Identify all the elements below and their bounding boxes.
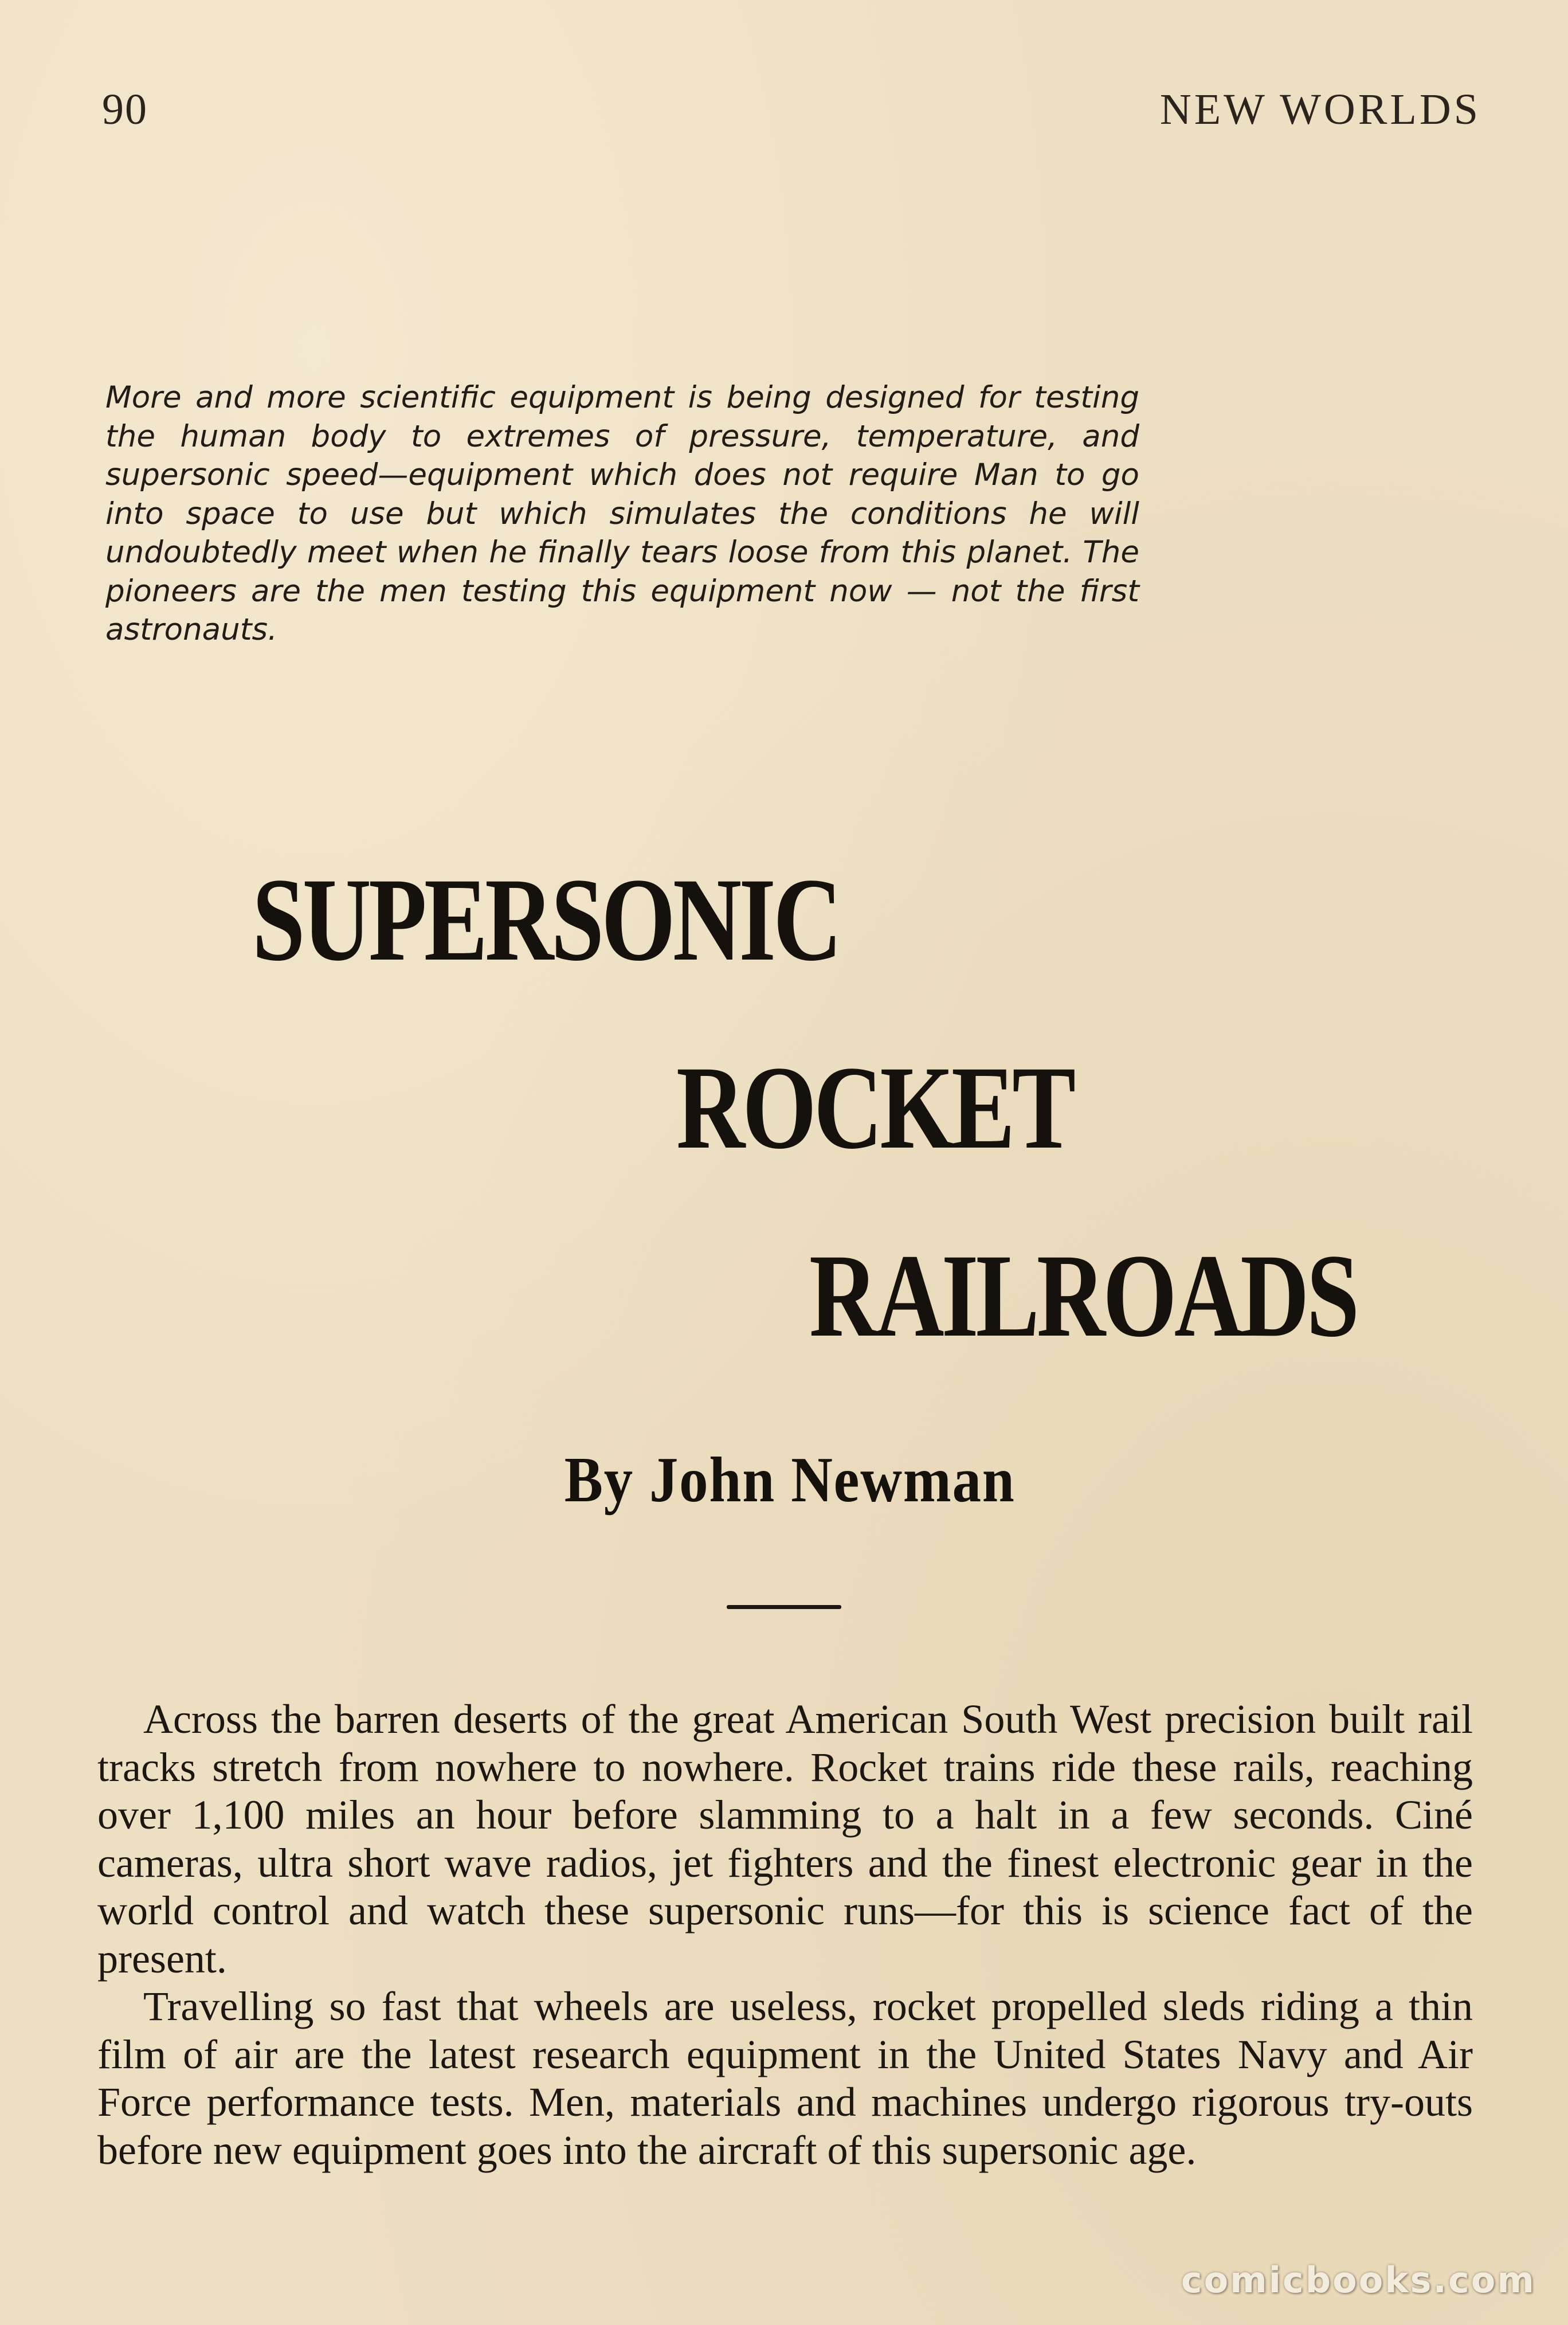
body-paragraph: Across the barren deserts of the great American South West precision built rail tracks stretch from nowhere to nowhere. Rocket trains ride these rails, reaching over 1,100 miles an hour before slamming to a halt in a few seconds. Ciné cameras, ultra short wave radios, jet fighters and the finest electronic gear in the world control and watch these supersonic runs—for this is science fact of the present. — [97, 1696, 1473, 1982]
intro-text: More and more scientific equipment is being designed for testing the human body to extremes of pressure, temperature, and supersonic speed—equipment which does not require Man to go into space to use but which simulates the conditions he will undoubtedly meet when he finally tears loose from this planet. The pioneers are the men testing this equipment now — not the first astronauts. — [105, 380, 1139, 647]
byline-text: By John Newman — [564, 1445, 1016, 1516]
section-divider — [727, 1605, 841, 1609]
article-title-line-3: RAILROADS — [809, 1230, 1357, 1361]
body-paragraph: Travelling so fast that wheels are useless, rocket propelled sleds riding a thin film of air are the latest research equipment in the United States Navy and Air Force performance tests. Men, materials and machines undergo rigorous try-outs before new equipment goes into the aircraft of this supersonic age. — [97, 1983, 1473, 2173]
running-head — [102, 85, 1481, 154]
byline — [0, 1443, 1568, 1517]
site-watermark: comicbooks.com — [1181, 2259, 1536, 2301]
page-number: 90 — [102, 85, 148, 134]
article-title-line-1: SUPERSONIC — [252, 854, 840, 985]
intro-blurb — [105, 378, 1139, 649]
article-title-line-2: ROCKET — [676, 1042, 1073, 1173]
magazine-title: NEW WORLDS — [1159, 85, 1481, 134]
article-body — [97, 1696, 1473, 2174]
